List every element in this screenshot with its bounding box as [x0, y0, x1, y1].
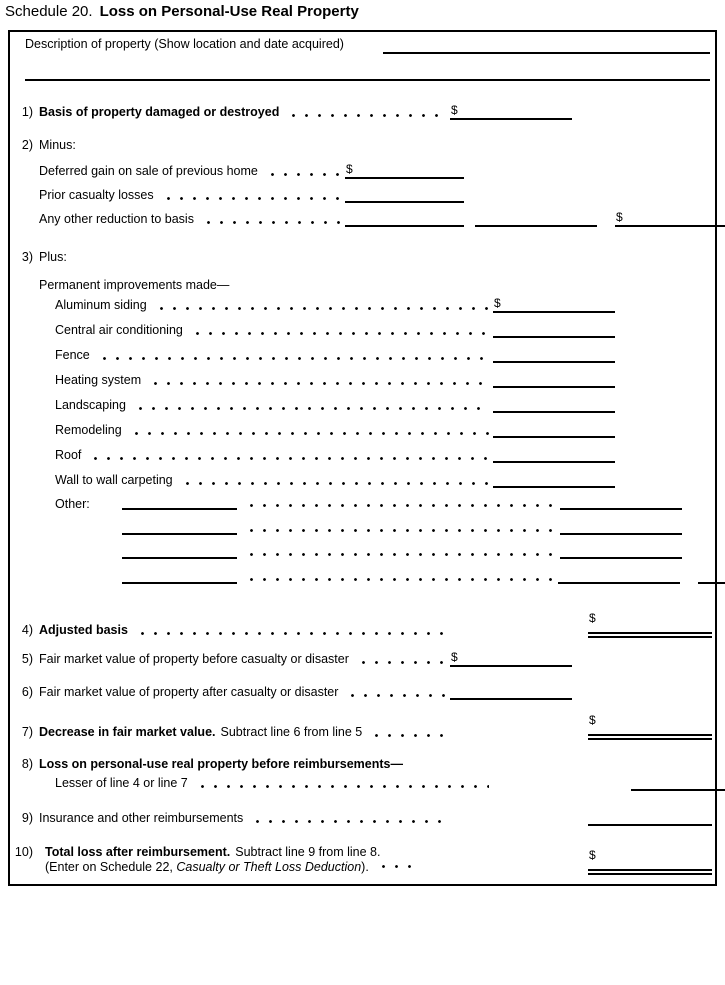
wall-to-wall-carpeting-label: Wall to wall carpeting [55, 473, 173, 487]
dot-leader [264, 170, 341, 179]
line7-decrease-fmv-field[interactable] [588, 713, 712, 740]
other-row [12, 568, 725, 584]
dot-leader [134, 629, 446, 638]
line2-result-field[interactable] [615, 211, 725, 227]
line-number: 8) [21, 757, 33, 771]
line2-item-row [12, 187, 725, 203]
dot-leader [344, 691, 446, 700]
dollar-sign: $ [346, 162, 353, 176]
improvement-row [12, 422, 725, 438]
line3-row [12, 249, 712, 265]
line7-label-rest: Subtract line 6 from line 5 [220, 725, 363, 739]
line6-row [12, 684, 712, 700]
dot-leader [96, 354, 489, 363]
other-row [12, 543, 725, 559]
line10-label-line2 [45, 860, 415, 875]
other-reduction-field[interactable] [345, 211, 464, 227]
line3-label: Plus: [39, 250, 67, 264]
line1-label: Basis of property damaged or destroyed [39, 105, 280, 119]
line-number: 1) [21, 105, 33, 119]
line-number: 10) [14, 845, 33, 859]
dollar-sign: $ [451, 650, 458, 664]
line1-row [12, 104, 712, 120]
improvement-row [12, 322, 725, 338]
other-label: Other: [55, 497, 90, 511]
dot-leader [285, 111, 446, 120]
line2-label: Minus: [39, 138, 76, 152]
improvement-row [12, 347, 725, 363]
other-reduction-label: Any other reduction to basis [39, 212, 194, 226]
dot-leader [128, 429, 489, 438]
other-amount-field-4[interactable] [558, 568, 680, 584]
line-number: 6) [21, 685, 33, 699]
line2-item-row [12, 163, 725, 179]
other-description-field-1[interactable] [122, 494, 237, 510]
dot-leader [194, 782, 489, 791]
dollar-sign: $ [494, 296, 501, 310]
line9-label: Insurance and other reimbursements [39, 811, 244, 825]
line10-row [12, 845, 572, 874]
aluminum-siding-label: Aluminum siding [55, 298, 147, 312]
dot-leader [249, 817, 446, 826]
line5-row [12, 651, 712, 667]
lesser-of-label: Lesser of line 4 or line 7 [55, 776, 188, 790]
heating-system-amount-field[interactable] [493, 372, 615, 388]
description-label: Description of property (Show location and date acquired) [25, 37, 344, 51]
line7-row [12, 713, 712, 740]
deferred-gain-label: Deferred gain on sale of previous home [39, 164, 258, 178]
line1-basis-field[interactable] [450, 104, 572, 120]
improvement-row [12, 372, 725, 388]
landscaping-label: Landscaping [55, 398, 126, 412]
dollar-sign: $ [616, 210, 623, 224]
line4-row [12, 611, 712, 638]
line7-label-bold: Decrease in fair market value. [39, 725, 216, 739]
line8-lesser-field[interactable] [631, 775, 725, 791]
dollar-sign: $ [589, 848, 596, 862]
dollar-sign: $ [589, 611, 596, 625]
line-number: 3) [21, 250, 33, 264]
landscaping-amount-field[interactable] [493, 397, 615, 413]
page-title [5, 3, 359, 20]
line4-adjusted-basis-field[interactable] [588, 611, 712, 638]
line3-total-field[interactable] [698, 568, 725, 584]
improvement-row [12, 472, 725, 488]
other-amount-field-2[interactable] [560, 519, 682, 535]
line-number: 5) [21, 652, 33, 666]
line3-subheading-row [12, 277, 725, 293]
fence-amount-field[interactable] [493, 347, 615, 363]
dollar-sign: $ [589, 713, 596, 727]
line10-label-line1 [45, 845, 415, 860]
dot-leader [200, 218, 341, 227]
line8-row [12, 756, 712, 772]
line10-label-rest: Subtract line 9 from line 8. [235, 845, 381, 859]
line10-note-prefix: (Enter on Schedule 22, [45, 859, 177, 874]
improvement-row [12, 297, 725, 313]
line9-reimbursements-field[interactable] [588, 810, 712, 826]
wall-to-wall-carpeting-amount-field[interactable] [493, 472, 615, 488]
line5-fmv-before-field[interactable] [450, 651, 572, 667]
line10-note-italic: Casualty or Theft Loss Deduction [176, 859, 362, 874]
improvement-row [12, 397, 725, 413]
dot-leader [375, 862, 415, 871]
line8-sub-row [12, 775, 725, 791]
line10-label-bold: Total loss after reimbursement. [45, 845, 231, 859]
improvement-row [12, 447, 725, 463]
dot-leader [87, 454, 489, 463]
line6-label: Fair market value of property after casualty or disaster [39, 685, 339, 699]
other-description-field-2[interactable] [122, 519, 237, 535]
dot-leader [243, 526, 556, 535]
remodeling-label: Remodeling [55, 423, 122, 437]
roof-label: Roof [55, 448, 82, 462]
dot-leader [147, 379, 489, 388]
central-air-amount-field[interactable] [493, 322, 615, 338]
form-box [8, 30, 717, 886]
line8-label: Loss on personal-use real property before reimbursements— [39, 757, 403, 771]
line9-row [12, 810, 712, 826]
line2-total-field[interactable] [475, 211, 597, 227]
description-property-field[interactable] [383, 38, 710, 54]
fence-label: Fence [55, 348, 90, 362]
heating-system-label: Heating system [55, 373, 142, 387]
description-property-field-line2[interactable] [25, 65, 710, 81]
line-number: 9) [21, 811, 33, 825]
other-row [12, 494, 725, 510]
dot-leader [189, 329, 489, 338]
dot-leader [132, 404, 489, 413]
prior-casualty-losses-label: Prior casualty losses [39, 188, 154, 202]
line-number: 7) [21, 725, 33, 739]
other-description-field-4[interactable] [122, 568, 237, 584]
schedule-number-label: Schedule 20. [5, 3, 93, 20]
dot-leader [153, 304, 489, 313]
line5-label: Fair market value of property before casualty or disaster [39, 652, 349, 666]
deferred-gain-field[interactable] [345, 163, 464, 179]
other-amount-field-3[interactable] [560, 543, 682, 559]
dot-leader [243, 501, 556, 510]
dot-leader [243, 575, 554, 584]
dot-leader [243, 550, 556, 559]
dollar-sign: $ [451, 103, 458, 117]
remodeling-amount-field[interactable] [493, 422, 615, 438]
line-number: 4) [21, 623, 33, 637]
other-row [12, 519, 725, 535]
line2-row [12, 137, 712, 153]
aluminum-siding-amount-field[interactable] [493, 297, 615, 313]
line10-total-loss-field[interactable] [588, 848, 712, 875]
line2-item-row [12, 211, 725, 227]
dot-leader [355, 658, 446, 667]
line-number: 2) [21, 138, 33, 152]
permanent-improvements-label: Permanent improvements made— [39, 278, 230, 292]
form-name-label: Loss on Personal-Use Real Property [99, 3, 359, 20]
central-air-label: Central air conditioning [55, 323, 183, 337]
dot-leader [368, 731, 446, 740]
line10-note-suffix: ). [361, 859, 369, 874]
roof-amount-field[interactable] [493, 447, 615, 463]
dot-leader [179, 479, 489, 488]
prior-casualty-losses-field[interactable] [345, 187, 464, 203]
other-description-field-3[interactable] [122, 543, 237, 559]
dot-leader [160, 194, 341, 203]
line6-fmv-after-field[interactable] [450, 684, 572, 700]
other-amount-field-1[interactable] [560, 494, 682, 510]
line4-label: Adjusted basis [39, 623, 128, 637]
